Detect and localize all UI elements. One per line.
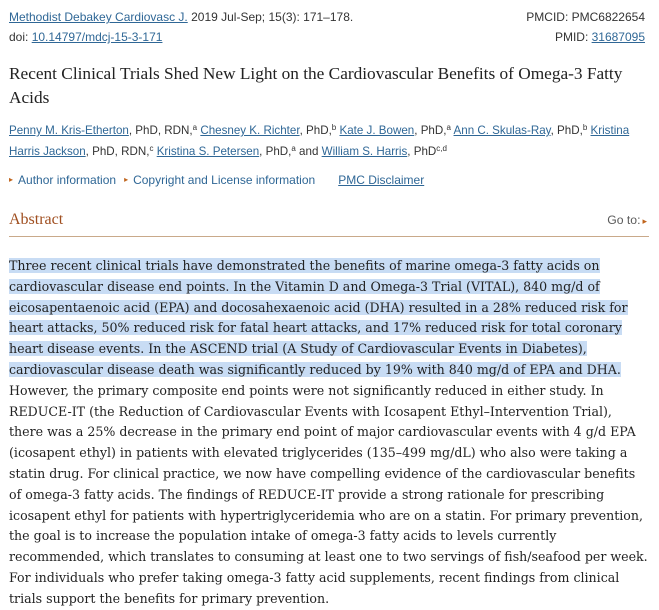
affiliation-marker[interactable]: a	[446, 123, 451, 132]
expand-arrow-icon: ▸	[124, 175, 129, 184]
journal-link[interactable]: Methodist Debakey Cardiovasc J.	[9, 10, 188, 24]
affiliation-marker[interactable]: c,d	[436, 144, 447, 153]
author-link[interactable]: Chesney K. Richter	[200, 124, 300, 137]
citation-line	[9, 7, 353, 27]
abstract-heading: Abstract	[9, 211, 64, 228]
author-link[interactable]: Ann C. Skulas-Ray	[453, 124, 551, 137]
doi-link[interactable]: 10.14797/mdcj-15-3-171	[31, 30, 163, 44]
pmid-line	[555, 27, 645, 47]
doi-label: doi:	[9, 30, 32, 44]
author-link[interactable]: Penny M. Kris-Etherton	[9, 124, 129, 137]
abstract-rest: However, the primary composite end points were not significantly reduced in either study. In REDUCE-IT (the Reduction of Cardiovascular Events with Icosapent Ethyl–Intervention Trial), there was a 25% decrease in the primary end point of major cardiovascular events with 4 g/d EPA (icosapent ethyl) in patients with elevated triglycerides (135–499 mg/dL) who also were taking a statin drug. For clinical practice, we now have compelling evidence of the cardiovascular benefits of omega-3 fatty acids. The findings of REDUCE-IT provide a strong rationale for prescribing icosapent ethyl for patients with hypertriglyceridemia who are on a statin. For primary prevention, the goal is to increase the population intake of omega-3 fatty acids to levels currently recommended, which translates to consuming at least one to two servings of fish/seafood per week. For individuals who prefer taking omega-3 fatty acid supplements, recent findings from clinical trials support the benefits for primary prevention.	[9, 382, 648, 606]
go-to-label: Go to:	[607, 213, 641, 227]
author-link[interactable]: Kristina S. Petersen	[156, 145, 260, 158]
highlighted-selection: Three recent clinical trials have demonstrated the benefits of marine omega-3 fatty acids on cardiovascular disease end points. In the Vitamin D and Omega-3 Trial (VITAL), 840 mg/d of eicosapentaenoic acid (EPA) and docosahexaenoic acid (DHA) resulted in a 28% reduced risk for heart attacks, 50% reduced risk for fatal heart attacks, and 17% reduced risk for total coronary heart disease events. In the ASCEND trial (A Study of Cardiovascular Events in Diabetes), cardiovascular disease death was significantly reduced by 19% with 840 mg/d of EPA and DHA.	[9, 258, 628, 377]
affiliation-marker[interactable]: b	[582, 123, 588, 132]
pmcid: PMCID: PMC6822654	[526, 10, 645, 24]
affiliation-marker[interactable]: b	[331, 123, 337, 132]
citation-block	[9, 7, 645, 47]
copyright-license-label: Copyright and License information	[133, 173, 316, 187]
expand-arrow-icon: ▸	[9, 175, 14, 184]
copyright-license-toggle[interactable]	[124, 172, 315, 188]
article-title: Recent Clinical Trials Shed New Light on the Cardiovascular Benefits of Omega-3 Fatty Acids	[9, 64, 623, 107]
author-degrees: , PhD,	[550, 124, 583, 137]
citation-details: 2019 Jul-Sep; 15(3): 171–178.	[191, 10, 354, 24]
pmid-label: PMID:	[554, 30, 592, 44]
author-list	[9, 120, 649, 162]
author-degrees: , PhD	[407, 145, 437, 158]
author-link[interactable]: Kristina Harris Jackson	[9, 124, 630, 158]
author-degrees: , PhD, RDN,	[128, 124, 193, 137]
abstract-text	[9, 256, 649, 610]
pmid-link[interactable]: 31687095	[591, 30, 645, 44]
author-information-label: Author information	[18, 173, 117, 187]
author-link[interactable]: William S. Harris	[321, 145, 408, 158]
article-links	[9, 172, 424, 188]
doi-line	[9, 27, 162, 47]
author-degrees: , PhD, RDN,	[85, 145, 150, 158]
affiliation-marker[interactable]: a	[192, 123, 198, 132]
triangle-right-icon: ▸	[642, 216, 647, 226]
author-information-toggle[interactable]	[9, 172, 116, 188]
affiliation-marker[interactable]: a	[291, 144, 296, 153]
author-degrees: , PhD,	[299, 124, 332, 137]
author-degrees: , PhD,	[414, 124, 447, 137]
author-link[interactable]: Kate J. Bowen	[339, 124, 415, 137]
author-separator: and	[295, 145, 322, 158]
author-degrees: , PhD,	[259, 145, 292, 158]
go-to-menu[interactable]	[607, 213, 647, 227]
abstract-header	[9, 210, 649, 237]
pmc-disclaimer-link[interactable]: PMC Disclaimer	[338, 173, 425, 187]
affiliation-marker[interactable]: c	[149, 144, 154, 153]
